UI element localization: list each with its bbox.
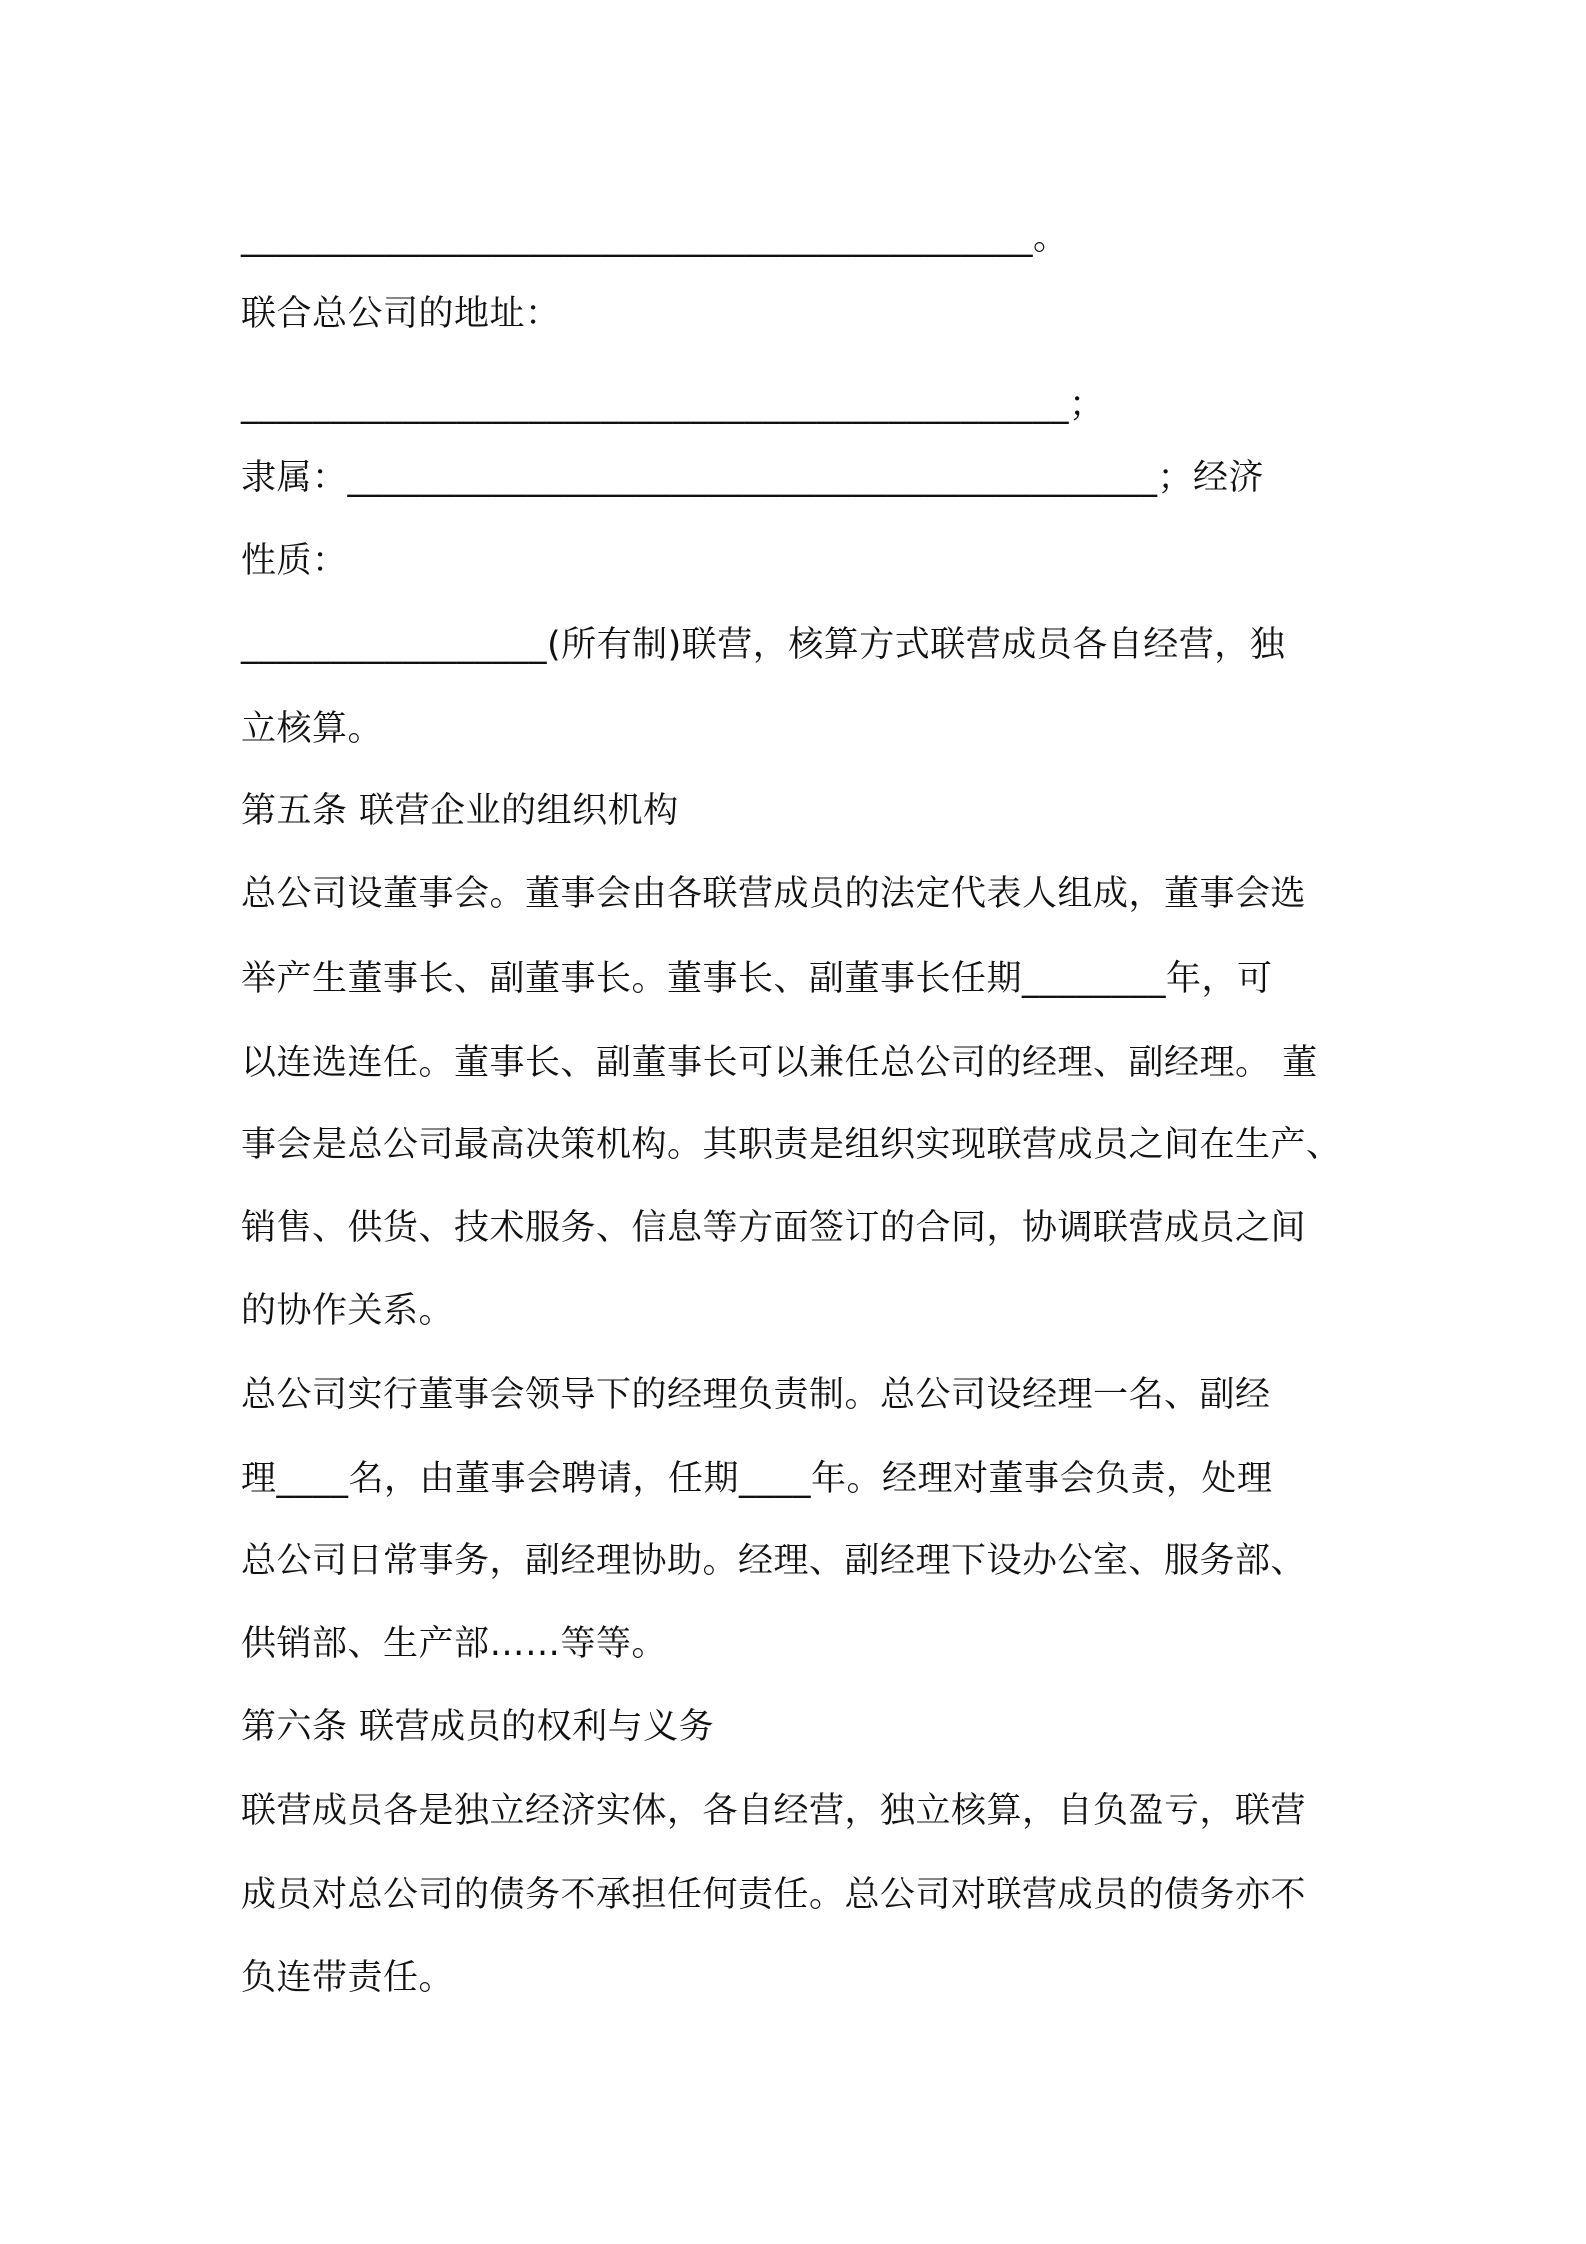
article-six-heading: 第六条 联营成员的权利与义务 <box>241 1707 715 1747</box>
company-address-label: 联合总公司的地址： <box>241 294 561 334</box>
paragraph-line: 理____名，由董事会聘请，任期____年。经理对董事会负责，处理 <box>241 1459 1273 1499</box>
paragraph-line: 总公司实行董事会领导下的经理负责制。总公司设经理一名、副经 <box>241 1375 1271 1415</box>
paragraph-line: 销售、供货、技术服务、信息等方面签订的合同，协调联营成员之间 <box>241 1208 1307 1248</box>
paragraph-line: 举产生董事长、副董事长。董事长、副董事长任期________年，可 <box>241 959 1273 999</box>
paragraph-line: 立核算。 <box>241 709 384 749</box>
paragraph-line: 成员对总公司的债务不承担任何责任。总公司对联营成员的债务亦不 <box>241 1875 1307 1915</box>
affiliation-line: 隶属：_____________________________________________；经济 <box>241 458 1265 498</box>
paragraph-line: 总公司日常事务，副经理协助。经理、副经理下设办公室、服务部、 <box>241 1541 1307 1581</box>
paragraph-line: 的协作关系。 <box>241 1291 455 1331</box>
article-five-heading: 第五条 联营企业的组织机构 <box>241 791 679 831</box>
ownership-line: _________________(所有制)联营，核算方式联营成员各自经营，独 <box>241 625 1286 665</box>
address-blank-line: ______________________________________________； <box>241 385 1105 425</box>
paragraph-line: 供销部、生产部……等等。 <box>241 1624 668 1664</box>
nature-label: 性质： <box>241 541 348 581</box>
paragraph-line: 以连选连任。董事长、副董事长可以兼任总公司的经理、副经理。 董 <box>241 1043 1318 1083</box>
paragraph-line: 总公司设董事会。董事会由各联营成员的法定代表人组成，董事会选 <box>241 874 1307 914</box>
paragraph-line: 负连带责任。 <box>241 1958 455 1998</box>
paragraph-line: 联营成员各是独立经济实体，各自经营，独立核算，自负盈亏，联营 <box>241 1791 1307 1831</box>
paragraph-line: 事会是总公司最高决策机构。其职责是组织实现联营成员之间在生产、 <box>241 1125 1342 1165</box>
blank-fill-line: ____________________________________________。 <box>241 218 1069 258</box>
